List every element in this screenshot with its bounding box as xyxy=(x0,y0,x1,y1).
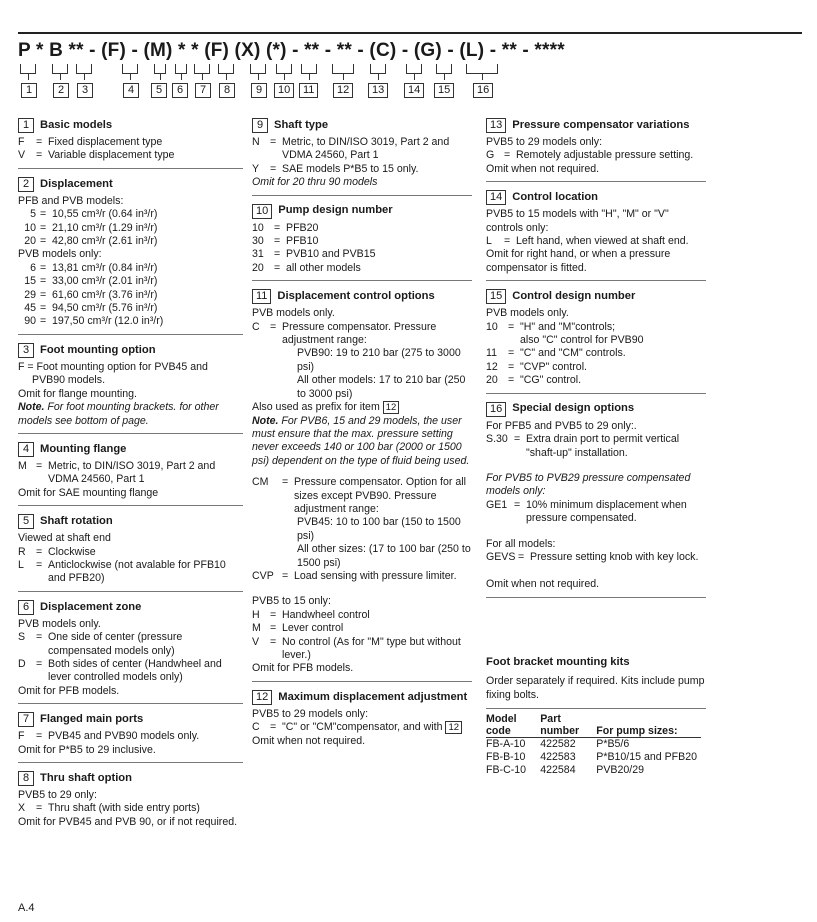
position-box: 7 xyxy=(195,83,211,98)
section-title: Maximum displacement adjustment xyxy=(278,690,468,703)
intro-text: PVB5 to 29 models only: xyxy=(486,136,603,148)
position-box: 4 xyxy=(123,83,139,98)
section-number: 1 xyxy=(18,118,34,133)
code-desc: Variable displacement type xyxy=(48,149,175,162)
intro-text: For PFB5 and PVB5 to 29 only:. xyxy=(486,419,637,432)
table-cell: FB-C-10 xyxy=(486,763,527,776)
table-cell: FB-B-10 xyxy=(486,750,526,763)
code-desc: Pressure setting knob with key lock. xyxy=(530,550,699,563)
code-key: L xyxy=(18,558,24,571)
section-title: Pump design number xyxy=(278,204,393,217)
section-number: 2 xyxy=(18,177,34,192)
code-key: Y xyxy=(252,162,260,175)
intro-text: PFB and PVB models: xyxy=(18,194,124,207)
note-label: Note. xyxy=(252,414,279,427)
section-foot-bracket-kits xyxy=(486,656,706,782)
omit-text: Omit when not required. xyxy=(252,734,366,747)
section-title: Mounting flange xyxy=(40,442,127,455)
code-key: 11 xyxy=(486,347,497,360)
prefix-text: Also used as prefix for item xyxy=(252,401,380,414)
model-code: P * B ** - (F) - (M) * * (F) (X) (*) - ** - ** - (C) - (G) - (L) - ** - **** xyxy=(18,40,565,61)
code-desc: Metric, to DIN/ISO 3019, Part 2 and VDMA 24560, Part 1 xyxy=(282,136,450,162)
code-desc: Anticlockwise (not avalable for PFB10 and PFB20) xyxy=(48,558,226,585)
code-desc: 10% minimum displacement when pressure compensated. xyxy=(526,498,687,525)
code-desc: PFB10 xyxy=(286,235,319,248)
code-key: C xyxy=(252,320,260,333)
code-desc: 13,81 cm³/r (0.84 in³/r) xyxy=(52,261,158,274)
section-number: 12 xyxy=(252,690,272,705)
kits-table xyxy=(486,713,701,777)
code-key: 31 xyxy=(252,248,264,261)
body-text: Omit for flange mounting. xyxy=(18,387,137,400)
section-number: 7 xyxy=(18,712,34,727)
code-desc: 10,55 cm³/r (0.64 in³/r) xyxy=(52,208,158,221)
code-key xyxy=(486,334,508,347)
omit-text: Omit for SAE mounting flange xyxy=(18,486,159,499)
column-3 xyxy=(486,118,706,790)
section-special-design: 16 Special design options For PFB5 and PVB5 to 29 only:. S.30 = Extra drain port to permit vertical "shaft-up" installation. For PVB5 to PVB29 pressure compensated models only: GE1 = 10% minimum displacement when pressure compensated. For all models: GEVS = Pressure setting knob with key lock. Omit when not required. xyxy=(486,402,706,598)
section-number: 13 xyxy=(486,118,506,133)
table-cell: PVB20/29 xyxy=(596,763,644,776)
position-box: 3 xyxy=(77,83,93,98)
omit-text: Omit when not required. xyxy=(486,578,600,591)
section-title: Pressure compensator variations xyxy=(512,118,690,131)
code-desc: Remotely adjustable pressure setting. xyxy=(516,149,694,162)
code-key: 30 xyxy=(252,235,264,248)
body-text: PVB90 models. xyxy=(32,374,106,387)
code-desc: Pressure compensator. Option for all sizes except PVB90. Pressure adjustment range: xyxy=(294,476,466,515)
note-text: For foot mounting brackets. for other models see bottom of page. xyxy=(18,401,219,427)
code-key: 10 xyxy=(486,320,498,333)
code-key: 20 xyxy=(486,374,498,387)
range-text: All other sizes: (17 to 100 bar (250 to 1500 psi) xyxy=(297,543,471,569)
code-desc: PVB45 and PVB90 models only. xyxy=(48,730,200,743)
code-key: L xyxy=(486,235,492,248)
position-box: 14 xyxy=(404,83,424,98)
kits-description: Order separately if required. Kits include pump fixing bolts. xyxy=(486,675,706,709)
code-desc: Handwheel control xyxy=(282,608,370,621)
section-pressure-variations: 13 Pressure compensator variations PVB5 to 29 models only: G = Remotely adjustable pressure setting. Omit when not required. xyxy=(486,118,706,182)
code-key: 45 xyxy=(24,302,36,315)
code-desc: "C" or "CM"compensator, and with xyxy=(282,721,443,734)
code-desc: 61,60 cm³/r (3.76 in³/r) xyxy=(52,288,158,301)
table-cell: FB-A-10 xyxy=(486,737,526,750)
code-key: F xyxy=(18,136,25,148)
section-title: Special design options xyxy=(512,402,635,415)
range-text: All other models: 17 to 210 bar (250 to 3000 psi) xyxy=(297,374,466,400)
section-title: Foot bracket mounting kits xyxy=(486,655,630,668)
code-desc: Pressure compensator. Pressure adjustment range: xyxy=(282,320,437,347)
omit-text: Omit for PFB models. xyxy=(252,662,354,675)
code-desc: Load sensing with pressure limiter. xyxy=(294,569,457,582)
code-desc: Metric, to DIN/ISO 3019, Part 2 and VDMA 24560, Part 1 xyxy=(48,459,216,486)
code-desc: Clockwise xyxy=(48,545,96,558)
section-title: Displacement zone xyxy=(40,600,142,613)
code-key: M xyxy=(18,459,27,472)
code-key: R xyxy=(18,545,26,558)
code-key: 29 xyxy=(24,288,36,301)
item-ref-box: 12 xyxy=(383,401,400,414)
section-foot-mounting xyxy=(18,343,243,434)
table-cell: 422584 xyxy=(540,763,576,776)
code-key: X xyxy=(18,802,26,815)
column-1 xyxy=(18,118,243,842)
code-key: V xyxy=(252,635,260,648)
code-desc: PFB20 xyxy=(286,221,319,234)
section-number: 5 xyxy=(18,514,34,529)
section-control-location: 14 Control location PVB5 to 15 models with "H", "M" or "V" controls only: L = Left hand, when viewed at shaft end. Omit for right hand, or when a pressure compensator is fitted. xyxy=(486,190,706,281)
section-title: Basic models xyxy=(40,118,113,131)
code-desc: also "C" control for PVB90 xyxy=(520,334,644,347)
position-numbers xyxy=(18,83,518,101)
section-number: 6 xyxy=(18,600,34,615)
page-number: A.4 xyxy=(18,902,35,914)
omit-text: Omit for PFB models. xyxy=(18,684,120,697)
table-cell: 422582 xyxy=(540,737,576,750)
code-key: C xyxy=(252,721,260,734)
top-rule xyxy=(18,32,802,34)
section-number: 11 xyxy=(252,289,271,304)
item-ref-box: 12 xyxy=(445,721,462,734)
position-box: 15 xyxy=(434,83,454,98)
intro-text: PVB models only. xyxy=(486,307,569,320)
section-number: 8 xyxy=(18,771,34,786)
code-desc: 33,00 cm³/r (2.01 in³/r) xyxy=(52,275,158,288)
position-box: 5 xyxy=(151,83,167,98)
code-desc: One side of center (pressure compensated models only) xyxy=(48,631,183,657)
intro-text: PVB models only. xyxy=(18,617,101,630)
section-number: 15 xyxy=(486,289,506,304)
position-box: 12 xyxy=(333,83,353,98)
code-key: 10 xyxy=(24,221,36,234)
code-desc: "H" and "M"controls; xyxy=(520,320,616,333)
body-text: F = Foot mounting option for PVB45 and xyxy=(18,360,208,373)
code-desc: "CG" control. xyxy=(520,374,582,387)
position-box: 9 xyxy=(251,83,267,98)
intro-text: PVB5 to 29 models only: xyxy=(252,707,369,720)
code-desc: 42,80 cm³/r (2.61 in³/r) xyxy=(52,235,158,248)
code-key: 12 xyxy=(486,360,498,373)
section-displacement-control: 11 Displacement control options PVB models only. C = Pressure compensator. Pressure adjustment range: PVB90: 19 to 210 bar (275 to 3000 psi) All other models: 17 to 210 bar (250 to 3000 psi) Also used as prefix for item 12 Note. For PVB6, 15 and 29 models, the user must ensure that the max. pressure setting never exceeds 140 or 100 bar (2000 or 1500 psi) dependent on the type of fluid being used. CM = Pressure compensator. Option for all sizes except PVB90. Pressure adjustment range: PVB45: 10 to 100 bar (150 to 1500 psi) All other sizes: (17 to 100 bar (250 to 1500 psi) CVP = Load sensing with pressure limiter. PVB5 to 15 only: H = Handwheel control M = Lever control V = No control (As for "M" type but without lever.) Omit for PFB models. xyxy=(252,289,472,682)
section-shaft-rotation: 5 Shaft rotation Viewed at shaft end R = Clockwise L = Anticlockwise (not avalable for PFB10 and PFB20) xyxy=(18,514,243,592)
code-key: S xyxy=(18,631,26,644)
omit-text: Omit for P*B5 to 29 inclusive. xyxy=(18,743,156,756)
position-box: 1 xyxy=(21,83,37,98)
position-box: 13 xyxy=(368,83,388,98)
section-thru-shaft: 8 Thru shaft option PVB5 to 29 only: X = Thru shaft (with side entry ports) Omit for PVB45 and PVB 90, or if not required. xyxy=(18,771,243,834)
code-desc: SAE models P*B5 to 15 only. xyxy=(282,162,419,175)
code-key: V xyxy=(18,149,26,162)
code-key: CVP xyxy=(252,569,274,582)
note-label: Note. xyxy=(18,401,45,414)
code-desc: No control (As for "M" type but without lever.) xyxy=(282,635,461,661)
section-basic-models: 1 Basic models F = Fixed displacement type V = Variable displacement type xyxy=(18,118,243,169)
code-desc: Fixed displacement type xyxy=(48,136,163,148)
code-desc: Extra drain port to permit vertical "shaft-up" installation. xyxy=(526,433,680,459)
code-desc: Left hand, when viewed at shaft end. xyxy=(516,235,689,248)
intro-text: PVB5 to 29 only: xyxy=(18,789,97,801)
section-title: Flanged main ports xyxy=(40,712,144,725)
section-mounting-flange: 4 Mounting flange M = Metric, to DIN/ISO 3019, Part 2 and VDMA 24560, Part 1 Omit for SAE mounting flange xyxy=(18,442,243,506)
section-max-displacement: 12 Maximum displacement adjustment PVB5 to 29 models only: C = "C" or "CM"compensator, and with 12 Omit when not required. xyxy=(252,690,472,753)
code-key: S.30 xyxy=(486,433,508,446)
code-desc: "CVP" control. xyxy=(520,360,587,373)
section-flanged-ports: 7 Flanged main ports F = PVB45 and PVB90 models only. Omit for P*B5 to 29 inclusive. xyxy=(18,712,243,763)
section-number: 4 xyxy=(18,442,34,457)
section-pump-design: 10 Pump design number 10 = PFB20 30 = PFB10 31 = PVB10 and PVB15 20 = all other models xyxy=(252,204,472,282)
table-row xyxy=(486,751,701,764)
section-title: Thru shaft option xyxy=(40,771,132,784)
table-row xyxy=(486,737,701,751)
section-number: 10 xyxy=(252,204,272,219)
section-shaft-type: 9 Shaft type N = Metric, to DIN/ISO 3019, Part 2 and VDMA 24560, Part 1 Y = SAE models P*B5 to 15 only. Omit for 20 thru 90 models xyxy=(252,118,472,196)
code-desc: 21,10 cm³/r (1.29 in³/r) xyxy=(52,221,158,234)
section-control-design: 15 Control design number PVB models only. 10 = "H" and "M"controls; also "C" control for PVB90 11 = "C" and "CM" controls. 12 = "CVP" control. 20 = "CG" control. xyxy=(486,289,706,393)
position-box: 2 xyxy=(53,83,69,98)
code-key: 20 xyxy=(252,261,264,274)
code-key: G xyxy=(486,149,495,162)
position-box: 16 xyxy=(473,83,493,98)
code-desc: Both sides of center (Handwheel and lever controlled models only) xyxy=(48,657,222,684)
column-2 xyxy=(252,118,472,761)
intro-text: PVB5 to 15 models with "H", "M" or "V" controls only: xyxy=(486,208,669,234)
table-header: Part number xyxy=(540,712,580,737)
code-desc: 197,50 cm³/r (12.0 in³/r) xyxy=(52,315,164,328)
code-key: 20 xyxy=(24,235,36,248)
intro-text: PVB models only. xyxy=(252,307,335,320)
code-desc: all other models xyxy=(286,261,361,274)
section-title: Control design number xyxy=(512,290,636,303)
position-box: 8 xyxy=(219,83,235,98)
code-key: H xyxy=(252,608,260,621)
code-key: 10 xyxy=(252,221,264,234)
table-header: Model code xyxy=(486,712,517,737)
section-number: 3 xyxy=(18,343,34,358)
code-key: CM xyxy=(252,476,269,489)
position-box: 6 xyxy=(172,83,188,98)
code-key: N xyxy=(252,136,260,148)
section-title: Shaft type xyxy=(274,118,329,131)
intro-text: PVB5 to 15 only: xyxy=(252,595,331,608)
section-displacement: 2 Displacement PFB and PVB models: 5 = 10,55 cm³/r (0.64 in³/r) 10 = 21,10 cm³/r (1.29 in³/r) 20 = 42,80 cm³/r (2.61 in³/r) PVB models only: 6 = 13,81 cm³/r (0.84 in³/r) 15 = 33,00 cm³/r (2.01 in³/r) 29 = 61,60 cm³/r (3.76 in³/r) 45 = 94,50 cm³/r (5.76 in³/r) 90 = 197,50 cm³/r (12.0 in³/r) xyxy=(18,177,243,335)
table-header: For pump sizes: xyxy=(596,724,678,737)
code-key: 5 xyxy=(30,208,36,221)
section-number: 9 xyxy=(252,118,268,133)
table-cell: P*B10/15 and PFB20 xyxy=(596,750,697,763)
position-box: 10 xyxy=(274,83,294,98)
code-desc: 94,50 cm³/r (5.76 in³/r) xyxy=(52,302,158,315)
section-number: 14 xyxy=(486,190,506,205)
omit-text: Omit for 20 thru 90 models xyxy=(252,176,378,189)
table-cell: P*B5/6 xyxy=(596,737,630,750)
code-key: 90 xyxy=(24,315,36,328)
intro-text: For all models: xyxy=(486,537,556,550)
table-row xyxy=(486,764,701,777)
intro-text: For PVB5 to PVB29 pressure compensated models only: xyxy=(486,471,691,498)
code-desc: "C" and "CM" controls. xyxy=(520,347,626,360)
section-displacement-zone: 6 Displacement zone PVB models only. S = One side of center (pressure compensated models only) D = Both sides of center (Handwheel and lever controlled models only) Omit for PFB models. xyxy=(18,600,243,704)
code-key: GEVS xyxy=(486,550,516,563)
code-desc: Lever control xyxy=(282,622,344,635)
section-title: Displacement xyxy=(40,177,113,190)
range-text: PVB90: 19 to 210 bar (275 to 3000 psi) xyxy=(297,347,461,373)
code-key: 6 xyxy=(30,261,36,274)
note-text: For PVB6, 15 and 29 models, the user must ensure that the max. pressure setting never exceeds 140 or 100 bar (2000 or 1500 psi) dependent on the type of fluid being used. xyxy=(252,414,470,467)
code-key: D xyxy=(18,657,26,670)
code-desc: PVB10 and PVB15 xyxy=(286,248,376,261)
code-key: 15 xyxy=(24,275,36,288)
section-title: Shaft rotation xyxy=(40,514,113,527)
code-key: GE1 xyxy=(486,498,508,511)
range-text: PVB45: 10 to 100 bar (150 to 1500 psi) xyxy=(297,516,461,542)
table-cell: 422583 xyxy=(540,750,576,763)
omit-text: Omit for right hand, or when a pressure compensator is fitted. xyxy=(486,248,671,274)
intro-text: Viewed at shaft end xyxy=(18,532,111,545)
intro-text: PVB models only: xyxy=(18,248,102,261)
section-title: Control location xyxy=(512,191,599,204)
omit-text: Omit when not required. xyxy=(486,162,600,175)
section-number: 16 xyxy=(486,402,506,417)
code-desc: Thru shaft (with side entry ports) xyxy=(48,802,200,815)
position-box: 11 xyxy=(299,83,318,98)
code-key: F xyxy=(18,730,25,743)
omit-text: Omit for PVB45 and PVB 90, or if not required. xyxy=(18,815,238,828)
code-key: M xyxy=(252,622,261,635)
section-title: Displacement control options xyxy=(277,290,435,303)
section-title: Foot mounting option xyxy=(40,343,156,356)
